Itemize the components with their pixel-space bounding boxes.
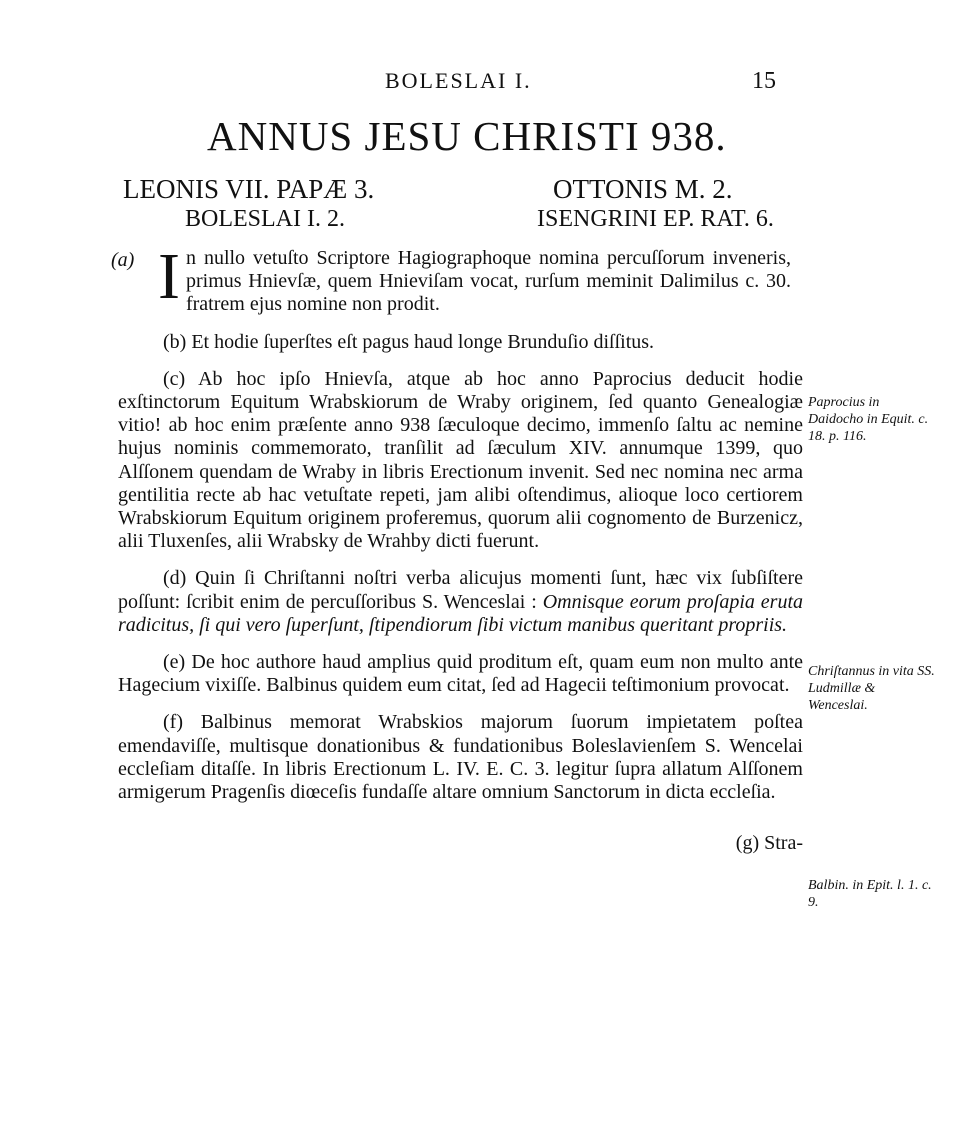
note-f: (f) Balbinus memorat Wrabskios majorum ſuorum impietatem poſtea emendaviſſe, multisque donationibus & fundationibus Boleslavienſem S. Wencelai eccleſiam ditaſſe. In libris Erectionum L. IV. E. C. 3. legitur ſupra allatum Alſſonem armigerum Pragenſis diœceſis fundaſſe altare omnium Sanctorum in dicta eccleſia. — [118, 711, 803, 804]
running-head: BOLESLAI I. — [385, 68, 532, 93]
regnal-right-line1: OTTONIS M. 2. — [553, 174, 733, 204]
note-d-text: (d) Quin ſi Chriſtanni noſtri verba alicujus momenti ſunt, hæc vix ſubſiſtere poſſunt: ſcribit enim de percuſſoribus S. Wenceslai : — [118, 567, 803, 613]
note-a — [111, 240, 803, 317]
catchword: (g) Stra- — [735, 832, 803, 855]
regnal-right-line2: ISENGRINI EP. RAT. 6. — [537, 206, 774, 232]
regnal-left-line1: LEONIS VII. PAPÆ 3. — [123, 174, 375, 204]
note-b: (b) Et hodie ſuperſtes eſt pagus haud longe Brunduſio diſſitus. — [163, 330, 655, 353]
margin-note-d: Chriſtannus in vita SS. Ludmillæ & Wenceslai. — [808, 664, 935, 713]
drop-cap: I — [158, 240, 180, 313]
note-d — [118, 567, 803, 637]
page-header — [0, 68, 960, 98]
note-a-marker: (a) — [111, 249, 135, 271]
note-e: (e) De hoc authore haud amplius quid proditum eſt, quam eum non multo ante Hagecium vixiſſe. Balbinus quidem eum citat, ſed ad Hagecii teſtimonium provocat. — [118, 651, 803, 697]
note-d-quote: Omnisque eorum proſapia eruta radicitus, ſi qui vero ſuperſunt, ſtipendiorum ſibi victum manibus queritant propriis. — [118, 590, 804, 636]
margin-note-c: Paprocius in Daidocho in Equit. c. 18. p. 116. — [808, 395, 929, 444]
note-c: (c) Ab hoc ipſo Hnievſa, atque ab hoc anno Paprocius deducit hodie exſtinctorum Equitum Wrabskiorum de Wraby originem, ſed quanto Genealogiæ vitio! ab hoc enim præſente anno 938 ſæculoque decimo, immenſo ſaltu ac nemine hujus nominis commemorato, tranſilit ad ſæculum XIV. annumque 1399, quo Alſſonem quendam de Wraby in libris Erectionum invenit. Sed nec nomina nec arma gentilitia recte ab hac vetuſtate repeti, jam alibi oſtendimus, alioque loco certiorem Wrabskiorum Equitum originem proferemus, quorum alii cognomento de Burzenicz, alii Tluxenſes, alii Wrabsky de Wrahby dicti fuerunt. — [118, 367, 803, 553]
notes-body — [111, 240, 804, 869]
regnal-left-line2: BOLESLAI I. 2. — [185, 206, 345, 232]
note-a-text: n nullo vetuſto Scriptore Hagiographoque nomina percuſſorum inveneris, primus Hnievſæ, quem Hnieviſam vocat, rurſum meminit Dalimilus c. 30. fratrem ejus nomine non prodit. — [185, 247, 791, 316]
margin-note-f: Balbin. in Epit. l. 1. c. 9. — [808, 878, 932, 910]
page-number: 15 — [752, 68, 776, 94]
page-title: ANNUS JESU CHRISTI 938. — [207, 113, 727, 159]
